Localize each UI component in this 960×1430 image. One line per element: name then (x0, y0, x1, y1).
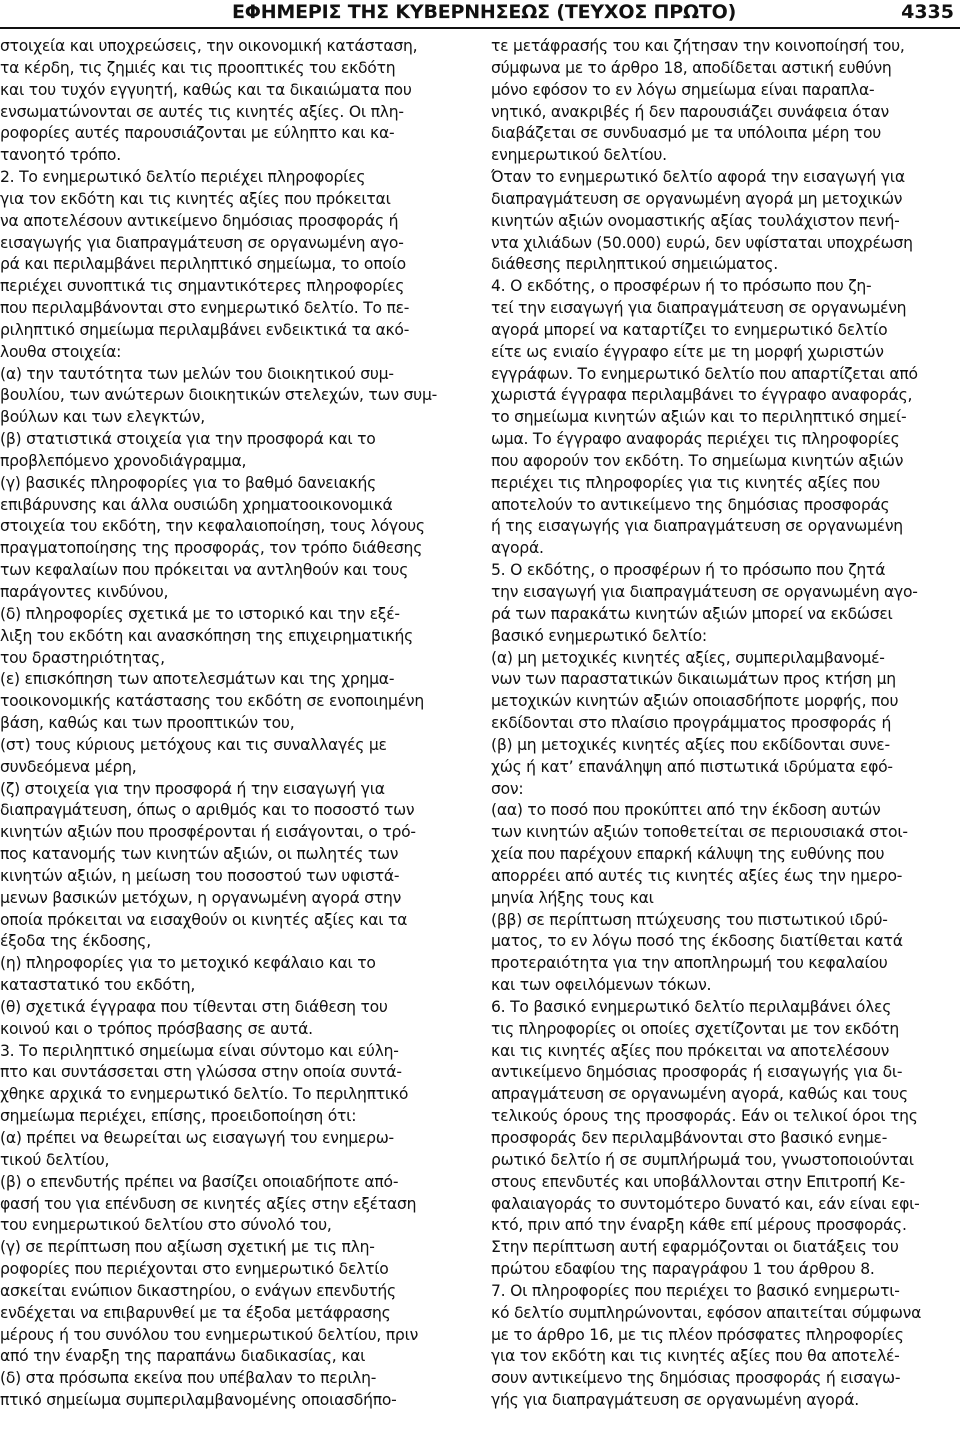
text-line: 4. Ο εκδότης, ο προσφέρων ή το πρόσωπο που ζη- (491, 277, 872, 296)
text-line: διαπραγμάτευση, όπως ο αριθμός και το ποσοστό των (0, 801, 415, 820)
text-line: ωμα. Το έγγραφο αναφοράς περιέχει τις πληροφορίες (491, 430, 900, 449)
text-line: για τον εκδότη και τις κινητές αξίες που θα αποτελέ- (491, 1347, 900, 1366)
text-line: νων των παραστατικών δικαιωμάτων προς κτήση μη (491, 670, 896, 689)
text-line: των κεφαλαίων που πρόκειται να αντληθούν και τους (0, 561, 409, 580)
text-line: τις πληροφορίες οι οποίες σχετίζονται με τον εκδότη (491, 1019, 900, 1038)
text-line: συνδεόμενα μέρη, (0, 757, 137, 776)
text-line: (αα) το ποσό που προκύπτει από την έκδοση αυτών (491, 801, 881, 820)
text-line: να αποτελέσουν αντικείμενο δημόσιας προσφοράς ή (0, 211, 399, 230)
text-line: πρώτου εδαφίου της παραγράφου 1 του άρθρου 8. (491, 1260, 875, 1279)
text-line: (ε) επισκόπηση των αποτελεσμάτων και της χρημα- (0, 670, 395, 689)
text-line: που αφορούν τον εκδότη. Το σημείωμα κινητών αξιών (491, 451, 904, 470)
text-line: είτε ως ενιαίο έγγραφο είτε με τη μορφή χωριστών (491, 342, 884, 361)
text-line: κινητών αξιών ονομαστικής αξίας τουλάχιστον πενή- (491, 211, 900, 230)
text-line: προσφοράς δεν περιλαμβάνονται στο βασικό ενημε- (491, 1129, 888, 1147)
text-line: 6. Το βασικό ενημερωτικό δελτίο περιλαμβάνει όλες (491, 997, 892, 1016)
text-line: (στ) τους κύριους μετόχους και τις συναλλαγές με (0, 735, 387, 754)
text-line: ενδέχεται να επιβαρυνθεί με τα έξοδα μετάφρασης (0, 1303, 391, 1322)
text-line: αποτελούν το αντικείμενο της δημόσιας προσφοράς (491, 495, 890, 514)
text-line: στοιχεία και υποχρεώσεις, την οικονομική κατάσταση, (0, 37, 418, 55)
text-line: εισαγωγής για διαπραγμάτευση σε οργανωμένη αγο- (0, 233, 404, 252)
text-line: πραγματοποίησης της προσφοράς, τον τρόπο διάθεσης (0, 539, 423, 558)
text-line: παράγοντες κινδύνου, (0, 583, 169, 601)
text-line: βουλίου, των ανώτερων διοικητικών στελεχών, των συμ- (0, 386, 438, 405)
text-line: ρωτικό δελτίο ή σε συμπλήρωμά του, γνωστοποιούνται (491, 1150, 914, 1169)
text-line: αγορά μπορεί να καταρτίζει το ενημερωτικό δελτίο (491, 320, 888, 339)
text-line: ή της εισαγωγής για διαπραγμάτευση σε οργανωμένη (491, 517, 903, 536)
text-line: σον: (491, 779, 524, 798)
text-line: επιβάρυνσης και άλλα ουσιώδη χρηματοοικονομικά (0, 495, 393, 514)
text-line: (α) πρέπει να θεωρείται ως εισαγωγή του ενημερω- (0, 1129, 394, 1147)
text-line: εκδίδονται στο πλαίσιο προγράμματος προσφοράς ή (491, 714, 892, 733)
text-line: την εισαγωγή για διαπραγμάτευση σε οργανωμένη αγο- (491, 583, 918, 601)
text-line: (δ) στα πρόσωπα εκείνα που υπέβαλαν το περιλη- (0, 1369, 377, 1388)
text-line: και τις κινητές αξίες που πρόκειται να αποτελέσουν (491, 1041, 890, 1060)
text-line: καταστατικό του εκδότη, (0, 976, 196, 995)
text-line: φαλαιαγοράς το συντομότερο δυνατό και, εάν είναι εφι- (491, 1194, 920, 1213)
text-line: τα κέρδη, τις ζημιές και τις προοπτικές του εκδότη (0, 58, 396, 77)
text-line: 7. Οι πληροφορίες που περιέχει το βασικό ενημερωτι- (491, 1281, 900, 1300)
text-line: απραγμάτευση σε οργανωμένη αγορά, καθώς και τους (491, 1085, 908, 1104)
text-line: (δ) πληροφορίες σχετικά με το ιστορικό και την εξέ- (0, 604, 400, 623)
text-line: (η) πληροφορίες για το μετοχικό κεφάλαιο και το (0, 954, 376, 973)
text-line: μετοχικών κινητών αξιών οποιασδήποτε μορφής, που (491, 692, 899, 711)
text-line: γής για διαπραγμάτευση σε οργανωμένη αγορά. (491, 1391, 859, 1410)
text-line: 2. Το ενημερωτικό δελτίο περιέχει πληροφορίες (0, 168, 366, 187)
text-line: οποία πρόκειται να εισαχθούν οι κινητές αξίες και τα (0, 910, 408, 929)
text-line: διαπραγμάτευση σε οργανωμένη αγορά μη μετοχικών (491, 189, 903, 208)
text-line: (θ) σχετικά έγγραφα που τίθενται στη διάθεση του (0, 997, 388, 1016)
text-line: έξοδα της έκδοσης, (0, 932, 151, 951)
text-line: (β) ο επενδυτής πρέπει να βασίζει οποιαδήποτε από- (0, 1172, 399, 1191)
text-line: ματος, το εν λόγω ποσό της έκδοσης διατίθεται κατά (491, 932, 903, 951)
text-line: 3. Το περιληπτικό σημείωμα είναι σύντομο και εύλη- (0, 1041, 399, 1060)
text-line: και του τυχόν εγγυητή, καθώς και τα δικαιώματα που (0, 80, 412, 99)
text-line: (β) μη μετοχικές κινητές αξίες που εκδίδονται συνε- (491, 735, 890, 754)
text-line: σουν αντικείμενο της δημόσιας προσφοράς ή εισαγω- (491, 1369, 901, 1388)
text-line: προτεραιότητα για την αποπληρωμή του κεφαλαίου (491, 954, 888, 973)
text-line: αγορά. (491, 539, 544, 558)
page-number: 4335 (901, 1, 954, 23)
text-line: μόνο εφόσον το εν λόγω σημείωμα είναι παραπλα- (491, 80, 875, 99)
text-line: από την έναρξη της παραπάνω διαδικασίας, και (0, 1347, 366, 1366)
text-line: εγγράφων. Το ενημερωτικό δελτίο που απαρτίζεται από (491, 364, 918, 383)
text-line: Όταν το ενημερωτικό δελτίο αφορά την εισαγωγή για (491, 168, 905, 187)
text-line: μηνία λήξης τους και (491, 888, 654, 907)
right-column (491, 0, 958, 1430)
text-line: κοινού και ο τρόπος πρόσβασης σε αυτά. (0, 1019, 313, 1038)
text-line: του δραστηριότητας, (0, 648, 165, 667)
text-line: περιέχει τις πληροφορίες για τις κινητές αξίες που (491, 473, 881, 492)
text-line: λουθα στοιχεία: (0, 342, 122, 361)
text-line: στους επενδυτές και υποβάλλονται στην Επιτροπή Κε- (491, 1172, 906, 1191)
text-line: των κινητών αξιών τοποθετείται σε περιουσιακά στοι- (491, 823, 908, 842)
text-line: νητικό, ανακριβές ή δεν παρουσιάζει συνάφεια όταν (491, 102, 890, 121)
text-line: το σημείωμα κινητών αξιών και το περιληπτικό σημεί- (491, 408, 907, 427)
text-line: και των οφειλόμενων τόκων. (491, 976, 712, 995)
text-line: απορρέει από αυτές τις κινητές αξίες έως την ημερο- (491, 866, 903, 885)
left-column (0, 0, 470, 1430)
text-line: ροφορίες που περιέχονται στο ενημερωτικό δελτίο (0, 1260, 389, 1279)
text-line: για τον εκδότη και τις κινητές αξίες που πρόκειται (0, 189, 391, 208)
text-line: διαβάζεται σε συνδυασμό με τα υπόλοιπα μέρη του (491, 124, 882, 143)
text-line: σύμφωνα με το άρθρο 18, αποδίδεται αστική ευθύνη (491, 58, 892, 77)
text-line: ρά των παρακάτω κινητών αξιών μπορεί να εκδώσει (491, 604, 893, 623)
text-line: (α) την ταυτότητα των μελών του διοικητικού συμ- (0, 364, 394, 383)
text-line: κινητών αξιών που προσφέρονται ή εισάγονται, ο τρό- (0, 823, 416, 842)
running-title: ΕΦΗΜΕΡΙΣ ΤΗΣ ΚΥΒΕΡΝΗΣΕΩΣ (ΤΕΥΧΟΣ ΠΡΩΤΟ) (232, 1, 737, 23)
text-line: φασή του για επένδυση σε κινητές αξίες στην εξέταση (0, 1194, 417, 1213)
text-line: πτικό σημείωμα συμπεριλαμβανομένης οποιασδήπο- (0, 1391, 397, 1410)
text-line: (α) μη μετοχικές κινητές αξίες, συμπεριλαμβανομέ- (491, 648, 885, 667)
text-line: διάθεσης περιληπτικού σημειώματος. (491, 255, 778, 274)
text-line: που περιλαμβάνονται στο ενημερωτικό δελτίο. Το πε- (0, 299, 410, 318)
text-line: ρά και περιλαμβάνει περιληπτικό σημείωμα, το οποίο (0, 255, 406, 274)
text-line: πος κατανομής των κινητών αξιών, οι πωλητές των (0, 845, 399, 864)
text-line: Στην περίπτωση αυτή εφαρμόζονται οι διατάξεις του (491, 1238, 899, 1257)
text-line: σημείωμα περιέχει, επίσης, προειδοποίηση ότι: (0, 1107, 357, 1126)
text-line: (β) στατιστικά στοιχεία για την προσφορά και το (0, 430, 376, 449)
text-line: βούλων και των ελεγκτών, (0, 408, 205, 427)
text-line: κτό, πριν από την έναρξη κάθε επί μέρους προσφοράς. (491, 1216, 907, 1235)
text-line: ριληπτικό σημείωμα περιλαμβάνει ενδεικτικά τα ακό- (0, 320, 410, 339)
text-line: χώς ή κατ’ επανάληψη από πιστωτικά ιδρύματα εφό- (491, 757, 893, 776)
text-line: λιξη του εκδότη και ανασκόπηση της επιχειρηματικής (0, 626, 414, 645)
text-line: αντικείμενο δημόσιας προσφοράς ή εισαγωγής για δι- (491, 1063, 903, 1082)
text-line: χεία που παρέχουν επαρκή κάλυψη της ευθύνης που (491, 845, 885, 864)
text-line: του ενημερωτικού δελτίου στο σύνολό του, (0, 1216, 332, 1235)
text-line: βάση, καθώς και των προοπτικών του, (0, 714, 295, 733)
text-line: ενημερωτικού δελτίου. (491, 146, 667, 165)
text-line: 5. Ο εκδότης, ο προσφέρων ή το πρόσωπο που ζητά (491, 561, 886, 580)
text-line: τε μετάφρασής του και ζήτησαν την κοινοποίησή του, (491, 37, 905, 55)
text-line: πτο και συντάσσεται στη γλώσσα στην οποία συντά- (0, 1063, 402, 1082)
text-line: (ζ) στοιχεία για την προσφορά ή την εισαγωγή για (0, 779, 385, 798)
text-line: τελικούς όρους της προσφοράς. Εάν οι τελικοί όροι της (491, 1107, 918, 1126)
text-line: χθηκε αρχικά το ενημερωτικό δελτίο. Το περιληπτικό (0, 1085, 409, 1104)
text-line: τανοητό τρόπο. (0, 146, 121, 165)
text-line: στοιχεία του εκδότη, την κεφαλαιοποίηση, τους λόγους (0, 517, 425, 536)
text-line: περιέχει συνοπτικά τις σημαντικότερες πληροφορίες (0, 277, 405, 296)
text-line: (γ) βασικές πληροφορίες για το βαθμό δανειακής (0, 473, 377, 492)
text-line: ροφορίες αυτές παρουσιάζονται με εύληπτο και κα- (0, 124, 395, 143)
text-line: τικού δελτίου, (0, 1150, 110, 1169)
text-line: τοοικονομικής κατάστασης του εκδότη σε ενοποιημένη (0, 692, 424, 711)
text-line: μενων βασικών μετόχων, η οργανωμένη αγορά στην (0, 888, 402, 907)
text-line: τεί την εισαγωγή για διαπραγμάτευση σε οργανωμένη (491, 299, 907, 318)
text-line: με το άρθρο 16, με τις πλέον πρόσφατες πληροφορίες (491, 1325, 904, 1344)
text-line: χωριστά έγγραφα περιλαμβάνει το έγγραφο αναφοράς, (491, 386, 913, 405)
text-line: προβλεπόμενο χρονοδιάγραμμα, (0, 451, 247, 470)
text-line: (ββ) σε περίπτωση πτώχευσης του πιστωτικού ιδρύ- (491, 910, 888, 929)
text-line: βασικό ενημερωτικό δελτίο: (491, 626, 707, 645)
text-line: (γ) σε περίπτωση που αξίωση σχετική με τις πλη- (0, 1238, 375, 1257)
text-line: ασκείται ενώπιον δικαστηρίου, ο ενάγων επενδυτής (0, 1281, 396, 1300)
text-line: ενσωματώνονται σε αυτές τις κινητές αξίες. Οι πλη- (0, 102, 404, 121)
text-line: κό δελτίο συμπληρώνονται, εφόσον απαιτείται σύμφωνα (491, 1303, 922, 1322)
text-line: ντα χιλιάδων (50.000) ευρώ, δεν υφίσταται υποχρέωση (491, 233, 913, 252)
text-line: μέρους ή του συνόλου του ενημερωτικού δελτίου, πριν (0, 1325, 419, 1344)
text-line: κινητών αξιών, η μείωση του ποσοστού των υφιστά- (0, 866, 400, 885)
